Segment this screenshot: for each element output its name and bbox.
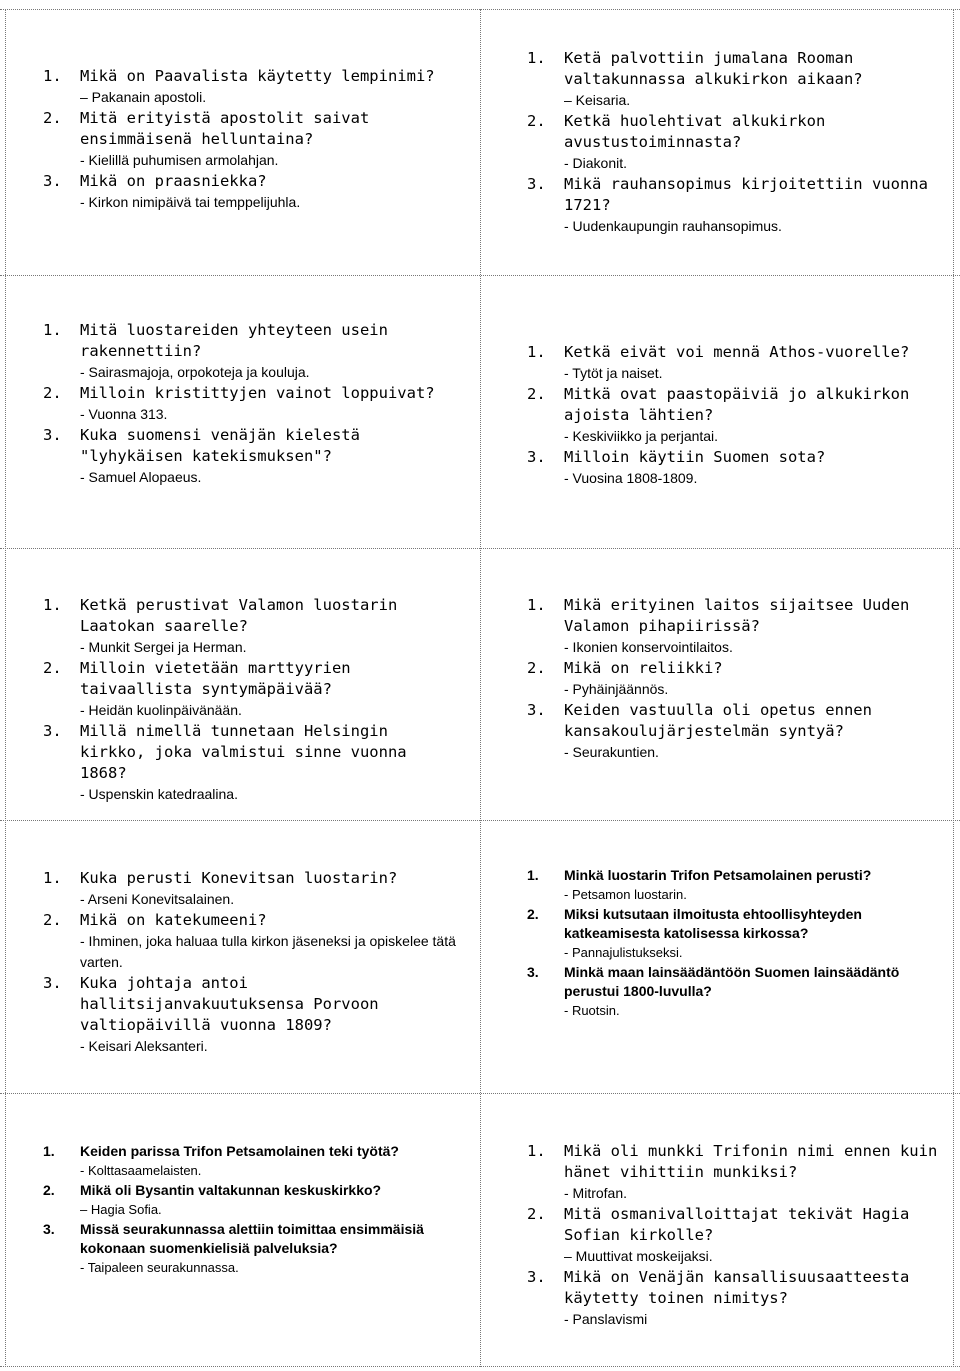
answer: - Munkit Sergei ja Herman.: [80, 639, 247, 655]
flashcard: [43, 868, 458, 1057]
question-text: Mitä osmanivalloittajat tekivät Hagia Sofian kirkolle?: [564, 1205, 910, 1244]
answer: – Hagia Sofia.: [80, 1202, 162, 1217]
flashcard: [43, 595, 458, 805]
question-text: Mikä erityinen laitos sijaitsee Uuden Valamon pihapiirissä?: [564, 596, 910, 635]
question-number: 2.: [527, 1205, 546, 1223]
answer: - Diakonit.: [564, 155, 628, 171]
answer: - Uudenkaupungin rauhansopimus.: [564, 218, 782, 234]
answer: - Keskiviikko ja perjantai.: [564, 428, 719, 444]
question: [43, 658, 458, 700]
answer: – Muuttivat moskeijaksi.: [564, 1248, 713, 1264]
question-number: 1.: [527, 49, 546, 67]
question-number: 1.: [527, 343, 546, 361]
question-number: 3.: [527, 175, 546, 193]
question: [43, 1181, 458, 1200]
question: [527, 48, 942, 90]
question: [527, 595, 942, 637]
question-number: 2.: [527, 385, 546, 403]
answer: - Mitrofan.: [564, 1185, 628, 1201]
answer: - Uspenskin katedraalina.: [80, 786, 238, 802]
question-text: Ketä palvottiin jumalana Rooman valtakunnassa alkukirkon aikaan?: [564, 49, 863, 88]
question-number: 3.: [527, 701, 546, 719]
question-number: 1.: [43, 67, 62, 85]
answer: - Kolttasaamelaisten.: [80, 1163, 202, 1178]
question: [527, 111, 942, 153]
question-text: Milloin käytiin Suomen sota?: [564, 448, 826, 466]
question: [43, 425, 458, 467]
question: [527, 700, 942, 742]
question-text: Keiden parissa Trifon Petsamolainen teki työtä?: [80, 1143, 399, 1159]
question-text: Ketkä eivät voi mennä Athos-vuorelle?: [564, 343, 910, 361]
question: [43, 66, 458, 87]
cut-line: [5, 9, 6, 1367]
question-number: 3.: [43, 426, 62, 444]
question-number: 2.: [527, 659, 546, 677]
question: [43, 721, 458, 784]
question-text: Mikä rauhansopimus kirjoitettiin vuonna 1721?: [564, 175, 928, 214]
question-text: Minkä maan lainsäädäntöön Suomen lainsäädäntö perustui 1800-luvulla?: [564, 964, 900, 999]
question: [43, 1220, 458, 1258]
flashcard: [43, 1142, 458, 1278]
question-number: 2.: [43, 1182, 55, 1198]
flashcard: [527, 342, 942, 489]
question-number: 3.: [527, 1268, 546, 1286]
question: [43, 171, 458, 192]
question: [527, 384, 942, 426]
answer: - Heidän kuolinpäivänään.: [80, 702, 242, 718]
answer: - Petsamon luostarin.: [564, 887, 687, 902]
question: [43, 108, 458, 150]
answer: – Keisaria.: [564, 92, 631, 108]
answer: - Arseni Konevitsalainen.: [80, 891, 235, 907]
cut-line: [480, 9, 481, 1367]
question-number: 3.: [527, 964, 539, 980]
question-number: 1.: [527, 867, 539, 883]
answer: - Keisari Aleksanteri.: [80, 1038, 208, 1054]
question-number: 1.: [527, 596, 546, 614]
answer: - Kirkon nimipäivä tai temppelijuhla.: [80, 194, 301, 210]
question-number: 3.: [43, 974, 62, 992]
answer: - Vuosina 1808-1809.: [564, 470, 698, 486]
question-text: Mikä on praasniekka?: [80, 172, 267, 190]
question-number: 3.: [43, 172, 62, 190]
question: [527, 658, 942, 679]
question-text: Kuka perusti Konevitsan luostarin?: [80, 869, 398, 887]
question-number: 3.: [43, 1221, 55, 1237]
answer: - Ikonien konservointilaitos.: [564, 639, 733, 655]
question-number: 3.: [43, 722, 62, 740]
answer: - Samuel Alopaeus.: [80, 469, 202, 485]
answer: - Panslavismi: [564, 1311, 648, 1327]
question-text: Minkä luostarin Trifon Petsamolainen perusti?: [564, 867, 872, 883]
question: [527, 174, 942, 216]
question-text: Kuka suomensi venäjän kielestä "lyhykäisen katekismuksen"?: [80, 426, 360, 465]
question-text: Mikä on reliikki?: [564, 659, 723, 677]
question-text: Milloin vietetään marttyyrien taivaallista syntymäpäivää?: [80, 659, 351, 698]
question-text: Mikä on Venäjän kansallisuusaatteesta käytetty toinen nimitys?: [564, 1268, 910, 1307]
answer: - Sairasmajoja, orpokoteja ja kouluja.: [80, 364, 310, 380]
question: [527, 1267, 942, 1309]
question: [43, 383, 458, 404]
question: [43, 320, 458, 362]
flashcard: [43, 66, 458, 213]
answer: - Seurakuntien.: [564, 744, 659, 760]
flashcard: [43, 320, 458, 488]
question-text: Missä seurakunnassa alettiin toimittaa ensimmäisiä kokonaan suomenkielisiä palveluksia?: [80, 1221, 424, 1256]
question-text: Kuka johtaja antoi hallitsijanvakuutuksensa Porvoon valtiopäivillä vuonna 1809?: [80, 974, 379, 1034]
question-text: Ketkä perustivat Valamon luostarin Laatokan saarelle?: [80, 596, 398, 635]
flashcard: [527, 48, 942, 237]
question-number: 2.: [43, 659, 62, 677]
answer: - Vuonna 313.: [80, 406, 168, 422]
question-number: 1.: [43, 321, 62, 339]
question-number: 2.: [43, 109, 62, 127]
question-number: 2.: [43, 384, 62, 402]
cut-line: [953, 9, 954, 1367]
question-text: Millä nimellä tunnetaan Helsingin kirkko, joka valmistui sinne vuonna 1868?: [80, 722, 407, 782]
answer: - Ihminen, joka haluaa tulla kirkon jäseneksi ja opiskelee tätä varten.: [80, 933, 456, 970]
answer: - Pyhäinjäännös.: [564, 681, 669, 697]
question-number: 2.: [43, 911, 62, 929]
question: [527, 342, 942, 363]
answer: – Pakanain apostoli.: [80, 89, 207, 105]
question-text: Mikä on Paavalista käytetty lempinimi?: [80, 67, 435, 85]
answer: - Taipaleen seurakunnassa.: [80, 1260, 239, 1275]
question-text: Mikä on katekumeeni?: [80, 911, 267, 929]
question-text: Keiden vastuulla oli opetus ennen kansakoulujärjestelmän syntyä?: [564, 701, 872, 740]
question: [527, 1204, 942, 1246]
question-text: Mitkä ovat paastopäiviä jo alkukirkon ajoista lähtien?: [564, 385, 910, 424]
question: [527, 963, 942, 1001]
flashcard: [527, 866, 942, 1021]
question-text: Milloin kristittyjen vainot loppuivat?: [80, 384, 435, 402]
question: [43, 595, 458, 637]
question-text: Mikä oli munkki Trifonin nimi ennen kuin hänet vihittiin munkiksi?: [564, 1142, 938, 1181]
question: [43, 973, 458, 1036]
question-text: Ketkä huolehtivat alkukirkon avustustoiminnasta?: [564, 112, 826, 151]
question-number: 1.: [43, 869, 62, 887]
question: [43, 910, 458, 931]
question: [527, 905, 942, 943]
question-text: Miksi kutsutaan ilmoitusta ehtoollisyhteyden katkeamisesta katolisessa kirkossa?: [564, 906, 862, 941]
answer: - Kielillä puhumisen armolahjan.: [80, 152, 279, 168]
question: [527, 866, 942, 885]
question-text: Mikä oli Bysantin valtakunnan keskuskirkko?: [80, 1182, 382, 1198]
question-number: 1.: [527, 1142, 546, 1160]
question-text: Mitä erityistä apostolit saivat ensimmäisenä helluntaina?: [80, 109, 370, 148]
question-number: 2.: [527, 906, 539, 922]
flashcard: [527, 1141, 942, 1330]
question-number: 1.: [43, 596, 62, 614]
question: [43, 868, 458, 889]
question-number: 3.: [527, 448, 546, 466]
flashcard: [527, 595, 942, 763]
question-number: 2.: [527, 112, 546, 130]
question-text: Mitä luostareiden yhteyteen usein rakennettiin?: [80, 321, 388, 360]
question: [527, 447, 942, 468]
answer: - Pannajulistukseksi.: [564, 945, 683, 960]
question: [43, 1142, 458, 1161]
question-number: 1.: [43, 1143, 55, 1159]
answer: - Ruotsin.: [564, 1003, 620, 1018]
question: [527, 1141, 942, 1183]
answer: - Tytöt ja naiset.: [564, 365, 663, 381]
